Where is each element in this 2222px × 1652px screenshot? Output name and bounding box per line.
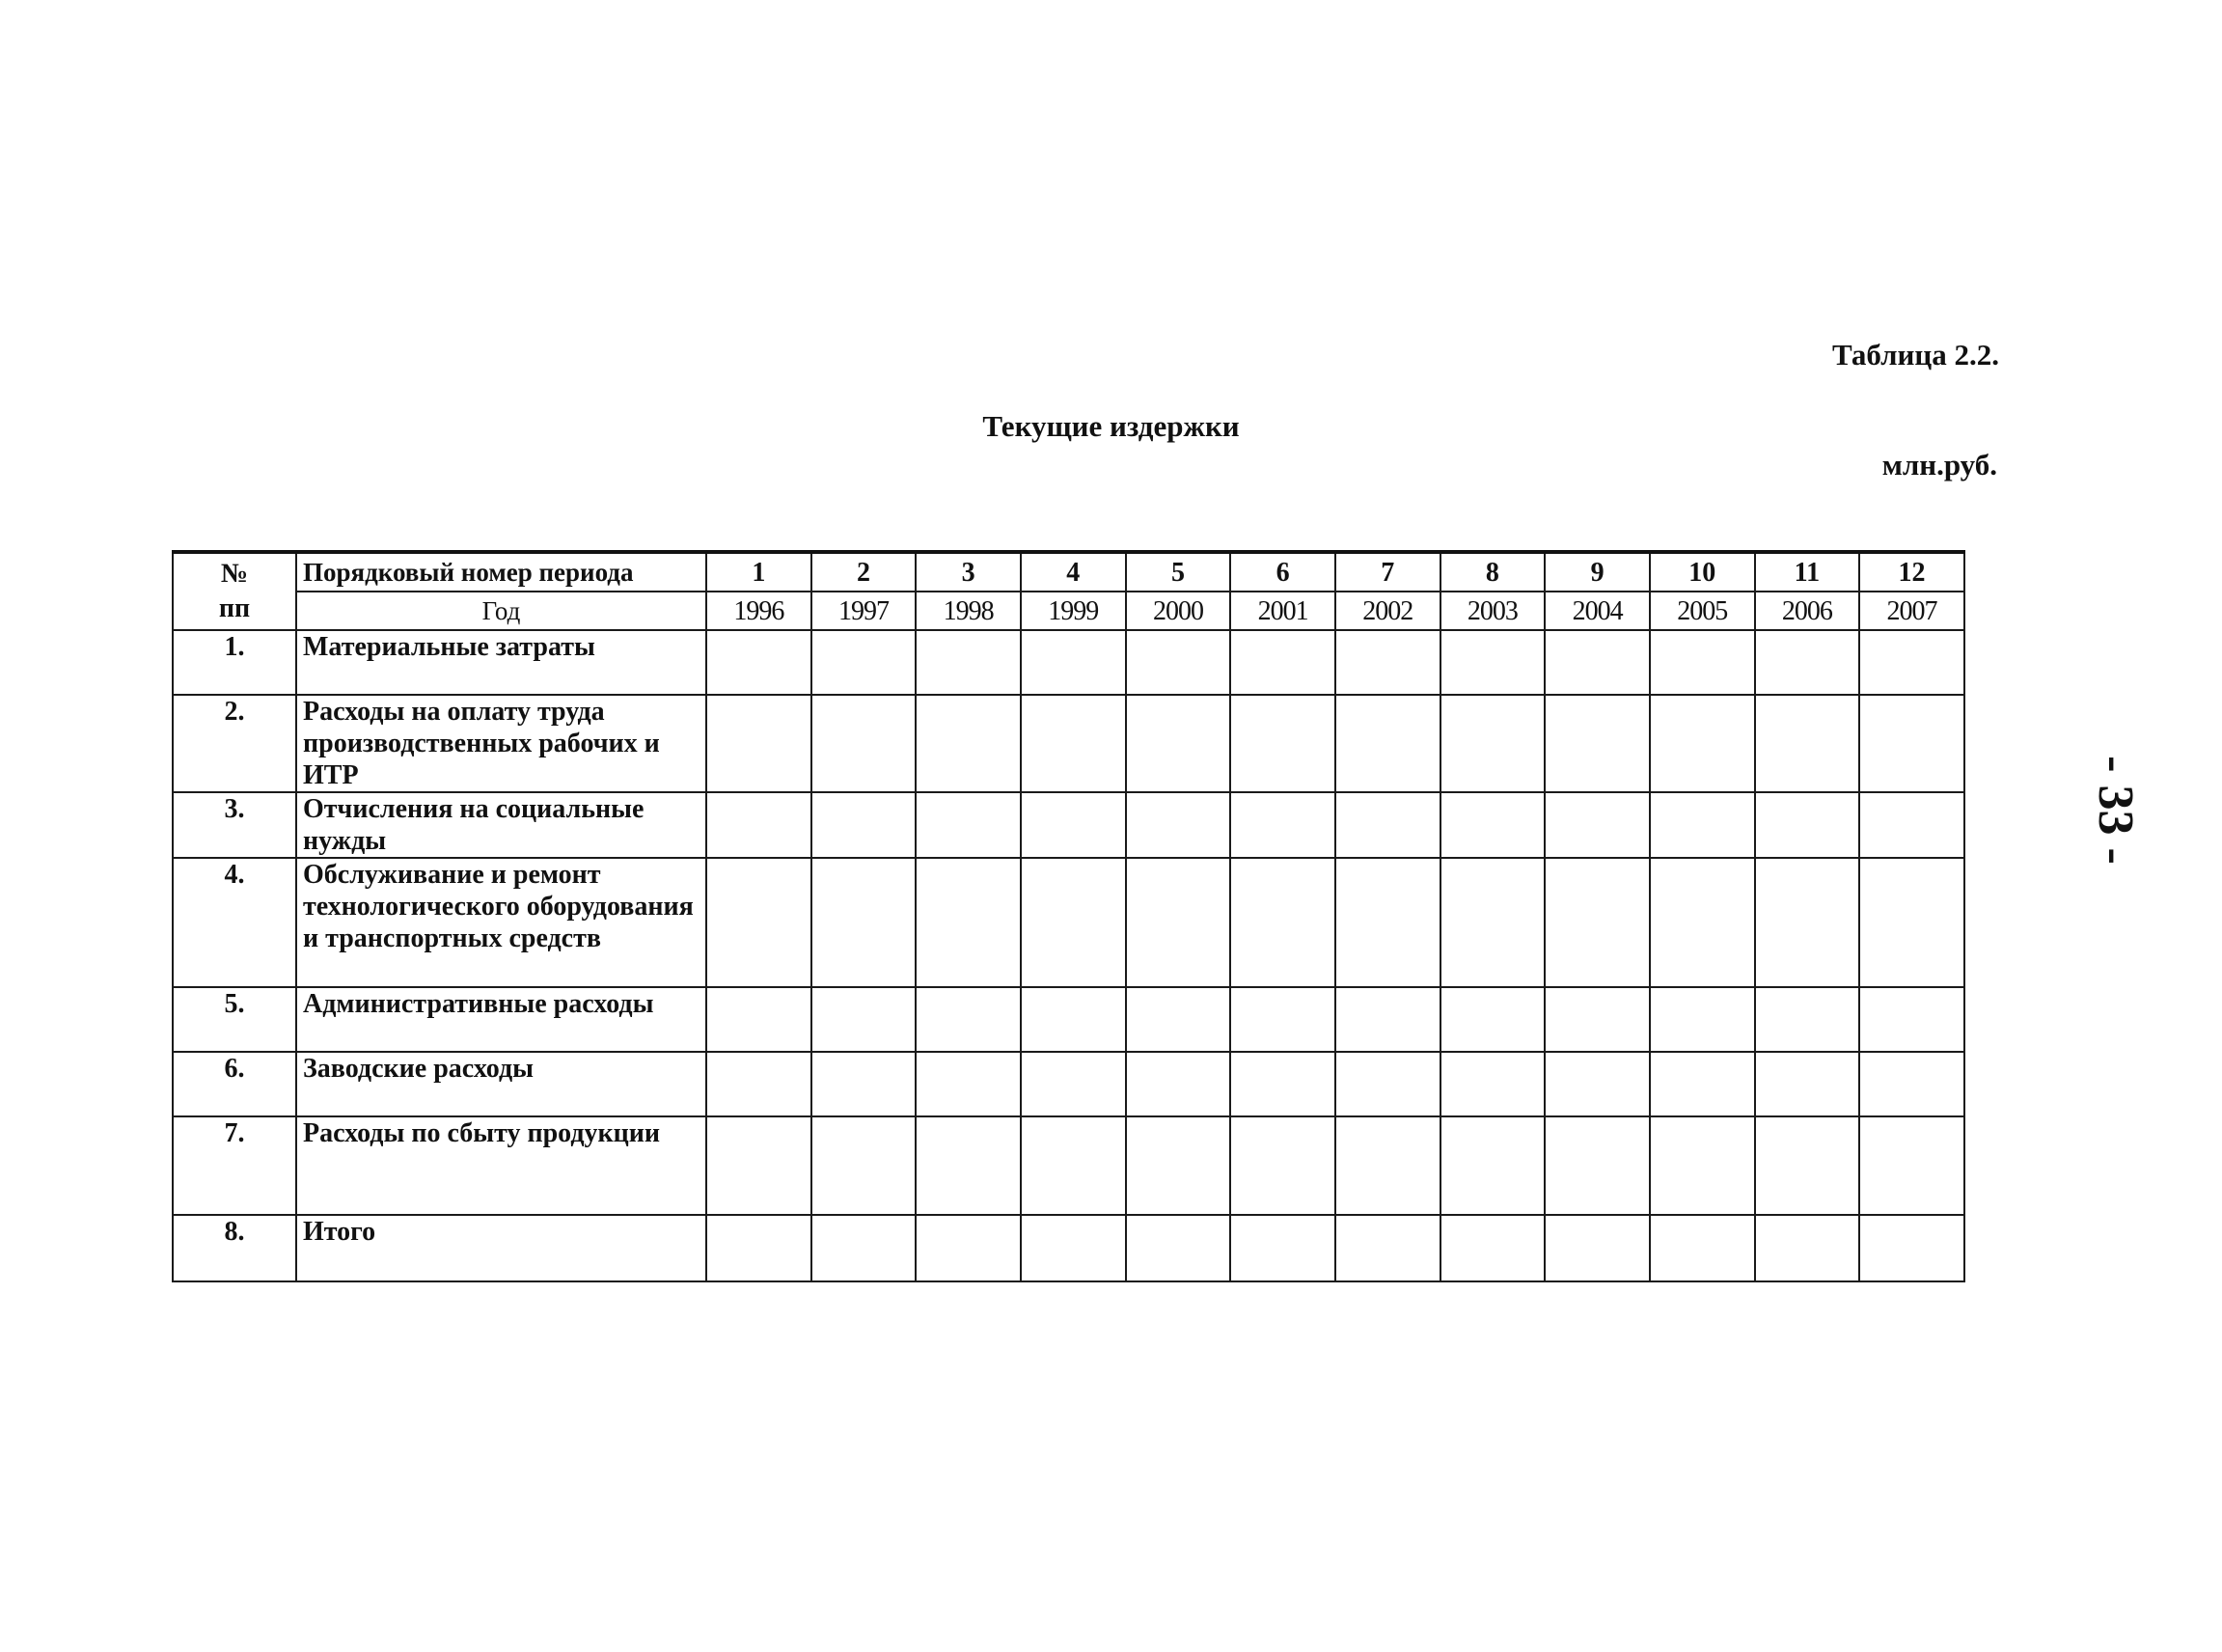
value-cell	[706, 1215, 811, 1281]
value-cell	[1545, 792, 1650, 858]
year-cell: 2002	[1335, 592, 1440, 630]
value-cell	[1126, 1215, 1231, 1281]
row-number: 4.	[173, 858, 296, 987]
value-cell	[1859, 858, 1964, 987]
value-cell	[1126, 1052, 1231, 1116]
value-cell	[1126, 695, 1231, 792]
value-cell	[1650, 695, 1755, 792]
period-number-cell: 2	[811, 552, 917, 592]
value-cell	[1126, 858, 1231, 987]
period-number-cell: 6	[1230, 552, 1335, 592]
table-row	[173, 1215, 1964, 1281]
row-number: 7.	[173, 1116, 296, 1215]
period-number-cell: 3	[916, 552, 1021, 592]
value-cell	[1859, 1116, 1964, 1215]
value-cell	[1755, 987, 1860, 1052]
period-number-cell: 12	[1859, 552, 1964, 592]
value-cell	[706, 1116, 811, 1215]
value-cell	[1440, 695, 1546, 792]
table-row	[173, 1052, 1964, 1116]
value-cell	[1859, 1052, 1964, 1116]
row-number: 2.	[173, 695, 296, 792]
row-number: 1.	[173, 630, 296, 695]
table-row	[173, 792, 1964, 858]
table-row	[173, 987, 1964, 1052]
value-cell	[811, 695, 917, 792]
value-cell	[1755, 858, 1860, 987]
value-cell	[916, 792, 1021, 858]
value-cell	[1440, 1215, 1546, 1281]
period-number-cell: 8	[1440, 552, 1546, 592]
value-cell	[1230, 630, 1335, 695]
value-cell	[811, 630, 917, 695]
row-number-header	[173, 552, 296, 630]
year-cell: 2001	[1230, 592, 1335, 630]
value-cell	[1021, 1052, 1126, 1116]
period-number-cell: 5	[1126, 552, 1231, 592]
value-cell	[916, 1052, 1021, 1116]
period-number-cell: 1	[706, 552, 811, 592]
period-header-row	[173, 552, 1964, 592]
value-cell	[811, 792, 917, 858]
value-cell	[1230, 1215, 1335, 1281]
value-cell	[811, 858, 917, 987]
year-cell: 2007	[1859, 592, 1964, 630]
table-label: Таблица 2.2.	[1832, 338, 1999, 372]
value-cell	[1021, 1116, 1126, 1215]
value-cell	[706, 987, 811, 1052]
value-cell	[1230, 792, 1335, 858]
value-cell	[1859, 987, 1964, 1052]
value-cell	[1650, 1116, 1755, 1215]
value-cell	[706, 695, 811, 792]
value-cell	[1545, 1116, 1650, 1215]
cost-item-name: Заводские расходы	[296, 1052, 706, 1116]
page-number: - 33 -	[2087, 756, 2143, 865]
value-cell	[811, 1215, 917, 1281]
year-cell: 1999	[1021, 592, 1126, 630]
value-cell	[706, 1052, 811, 1116]
table-row	[173, 630, 1964, 695]
year-cell: 2003	[1440, 592, 1546, 630]
year-cell: 2000	[1126, 592, 1231, 630]
value-cell	[706, 630, 811, 695]
value-cell	[1755, 1116, 1860, 1215]
value-cell	[1335, 987, 1440, 1052]
period-number-cell: 7	[1335, 552, 1440, 592]
period-number-cell: 10	[1650, 552, 1755, 592]
value-cell	[1230, 1116, 1335, 1215]
value-cell	[811, 1052, 917, 1116]
value-cell	[1126, 792, 1231, 858]
value-cell	[1021, 792, 1126, 858]
row-number-header-line2: пп	[218, 593, 251, 623]
cost-item-name: Отчисления на социальные нужды	[296, 792, 706, 858]
table-row	[173, 1116, 1964, 1215]
value-cell	[706, 858, 811, 987]
value-cell	[1755, 695, 1860, 792]
value-cell	[1440, 1116, 1546, 1215]
value-cell	[1230, 858, 1335, 987]
year-header-row	[173, 592, 1964, 630]
value-cell	[1650, 858, 1755, 987]
costs-table-body	[173, 630, 1964, 1281]
value-cell	[1650, 792, 1755, 858]
value-cell	[916, 630, 1021, 695]
value-cell	[1335, 1052, 1440, 1116]
cost-item-name: Расходы на оплату труда производственных рабочих и ИТР	[296, 695, 706, 792]
cost-item-name: Обслуживание и ремонт технологического оборудования и транспортных средств	[296, 858, 706, 987]
cost-item-name: Административные расходы	[296, 987, 706, 1052]
year-cell: 1997	[811, 592, 917, 630]
value-cell	[1440, 987, 1546, 1052]
page-title: Текущие издержки	[982, 409, 1240, 443]
table-row	[173, 858, 1964, 987]
value-cell	[1545, 858, 1650, 987]
value-cell	[1230, 1052, 1335, 1116]
value-cell	[1440, 630, 1546, 695]
value-cell	[1545, 695, 1650, 792]
year-cell: 2004	[1545, 592, 1650, 630]
value-cell	[1440, 858, 1546, 987]
units-label: млн.руб.	[1881, 448, 1997, 482]
value-cell	[1335, 630, 1440, 695]
value-cell	[1545, 1215, 1650, 1281]
value-cell	[916, 1116, 1021, 1215]
cost-item-name: Расходы по сбыту продукции	[296, 1116, 706, 1215]
value-cell	[1335, 1116, 1440, 1215]
value-cell	[1126, 987, 1231, 1052]
value-cell	[1650, 987, 1755, 1052]
value-cell	[1755, 630, 1860, 695]
cost-item-name: Итого	[296, 1215, 706, 1281]
value-cell	[1126, 1116, 1231, 1215]
year-label: Год	[296, 592, 706, 630]
value-cell	[1335, 1215, 1440, 1281]
period-number-cell: 4	[1021, 552, 1126, 592]
row-number: 8.	[173, 1215, 296, 1281]
value-cell	[1650, 1215, 1755, 1281]
value-cell	[916, 695, 1021, 792]
value-cell	[1545, 1052, 1650, 1116]
value-cell	[916, 987, 1021, 1052]
value-cell	[1859, 1215, 1964, 1281]
value-cell	[1545, 630, 1650, 695]
value-cell	[1755, 1215, 1860, 1281]
year-cell: 2005	[1650, 592, 1755, 630]
row-number: 6.	[173, 1052, 296, 1116]
value-cell	[1021, 695, 1126, 792]
value-cell	[916, 1215, 1021, 1281]
value-cell	[1650, 630, 1755, 695]
value-cell	[1230, 695, 1335, 792]
value-cell	[1440, 1052, 1546, 1116]
value-cell	[1230, 987, 1335, 1052]
cost-item-name: Материальные затраты	[296, 630, 706, 695]
row-number-header-line1: №	[220, 559, 249, 589]
year-cell: 1996	[706, 592, 811, 630]
period-number-cell: 9	[1545, 552, 1650, 592]
value-cell	[1755, 792, 1860, 858]
value-cell	[811, 1116, 917, 1215]
value-cell	[1126, 630, 1231, 695]
value-cell	[1335, 695, 1440, 792]
value-cell	[1021, 630, 1126, 695]
year-cell: 1998	[916, 592, 1021, 630]
period-number-label: Порядковый номер периода	[296, 552, 706, 592]
value-cell	[1859, 630, 1964, 695]
value-cell	[1335, 858, 1440, 987]
value-cell	[916, 858, 1021, 987]
value-cell	[1650, 1052, 1755, 1116]
period-number-cell: 11	[1755, 552, 1860, 592]
row-number: 3.	[173, 792, 296, 858]
value-cell	[1021, 858, 1126, 987]
value-cell	[1755, 1052, 1860, 1116]
year-cell: 2006	[1755, 592, 1860, 630]
value-cell	[1440, 792, 1546, 858]
table-row	[173, 695, 1964, 792]
value-cell	[811, 987, 917, 1052]
value-cell	[1859, 792, 1964, 858]
value-cell	[1859, 695, 1964, 792]
value-cell	[1335, 792, 1440, 858]
value-cell	[1021, 1215, 1126, 1281]
costs-table	[172, 550, 1965, 1282]
costs-table-wrapper	[172, 550, 1965, 1282]
row-number: 5.	[173, 987, 296, 1052]
value-cell	[1545, 987, 1650, 1052]
value-cell	[1021, 987, 1126, 1052]
value-cell	[706, 792, 811, 858]
